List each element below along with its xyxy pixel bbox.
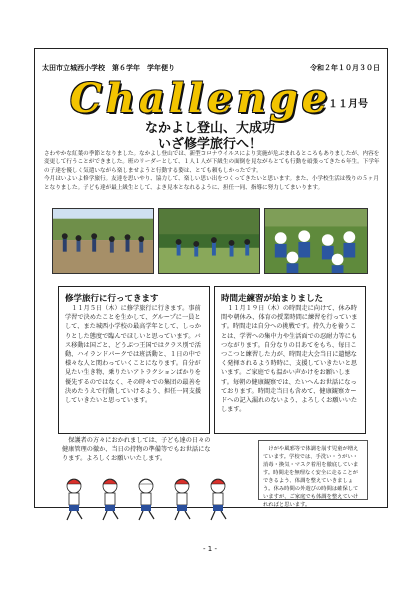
runner-4 (175, 479, 190, 520)
timed-run-text: １１月１９日（木）の時間走に向けて、休み時間や朝休み、体育の授業時間に練習を行っています。時間走は自分への挑戦です。持久力を養うことは、学習への集中力や生活面での忍耐力等にもつながります。自分なりの目あてをもち、毎日こつこつと練習した力が、時間走大会当日に遺憾なく発揮されるよう時時に、支援していきたいと思います。ご家庭でも温かい声かけをお願いします。毎朝の健康観察では、たいへんお世話になっております。時間走当日も含めて、健康観察カードへの記入漏れのないよう、よろしくお願いいたします。 (221, 305, 358, 414)
health-advice-box (258, 440, 368, 508)
school-trip-text: １１月５日（木）に修学旅行に行きます。事前学習で決めたことを生かして、グループに一員として、また城西小学校の最高学年として、しっかりとした態度で臨んでほしいと思っています。バス移動は国ごと、どうぶつ王国ではクラス別で活動、ハイランドパークでは班活動と、１日の中で様々な人と関わっていくことになります。自分が見たい生き物、乗りたいアトラクションばかりを優先するのではなく、その時々での集団の最善を決めたうえで行動していけるよう、担任一同支援していきたいと思っています。 (65, 305, 202, 405)
title-banner (48, 73, 378, 122)
issue-date: 令和２年１０月３０日 (310, 64, 380, 72)
parent-note (62, 436, 212, 464)
page-number: - 1 - (203, 545, 217, 553)
intro-paragraph-1: さわやかな紅葉の季節となりました。なかよし登山では、新型コロナウイルスにより実施が危ぶまれるところもありましたが、内容を変更して行うことができました。班のリーダーとして、１人１人が下級生の面倒を見ながらとても行動を頑張ってきた６年生。下学年の子達を優しく気遣いながら楽しませようと行動する姿は、とても頼もしかったです。 (44, 151, 380, 174)
runner-5 (211, 479, 226, 520)
runner-1 (67, 479, 82, 520)
runner-3 (139, 479, 154, 520)
photo-children-sitting (264, 208, 368, 274)
timed-run-box (214, 286, 366, 434)
school-trip-title: 修学旅行に行ってきます (65, 294, 159, 304)
photo-hike-group (52, 208, 154, 274)
headline-line1: なかよし登山、大成功 (144, 121, 275, 136)
headline-line2: いざ修学旅行へ！ (157, 137, 262, 152)
parent-note-text: 保護者の方々におかれましては、子ども達の日々の健康管理の徹か、当日の持物の準備等でもお世話になります。よろしくお願いいたします。 (62, 437, 211, 463)
photo-field-activity (158, 208, 260, 274)
school-trip-box (58, 286, 210, 434)
banner-month: １１月号 (328, 99, 368, 110)
timed-run-title: 時間走練習が始まりました (221, 294, 324, 304)
intro-text (44, 150, 380, 192)
intro-paragraph-2: 今月はいよいよ修学旅行。友達を思いやり、協力して、楽しい思い出をつくってきたいと思います。また、小学校生活は残りの５ヶ月となりました。子ども達が最上級生として、よき見本となれるように、担任一同、指導に努力してまいります。 (44, 176, 379, 191)
school-name: 太田市立城西小学校 第６学年 学年便り (42, 64, 175, 72)
running-kids-illustration (58, 474, 238, 524)
runner-2 (103, 479, 118, 520)
health-advice-text: けがや風邪等で体調を崩す児童が増えています。学校では、手洗い・うがい・消毒・換気・マスク着用を徹底しています。時間走を無理なく安全に走ることができるよう、体調を整えていきましょう。休み時間の外遊びの時間は確保していますが、ご家庭でも体調を整えていけれればと思います。 (263, 446, 359, 508)
banner-title: Challenge (70, 75, 332, 122)
